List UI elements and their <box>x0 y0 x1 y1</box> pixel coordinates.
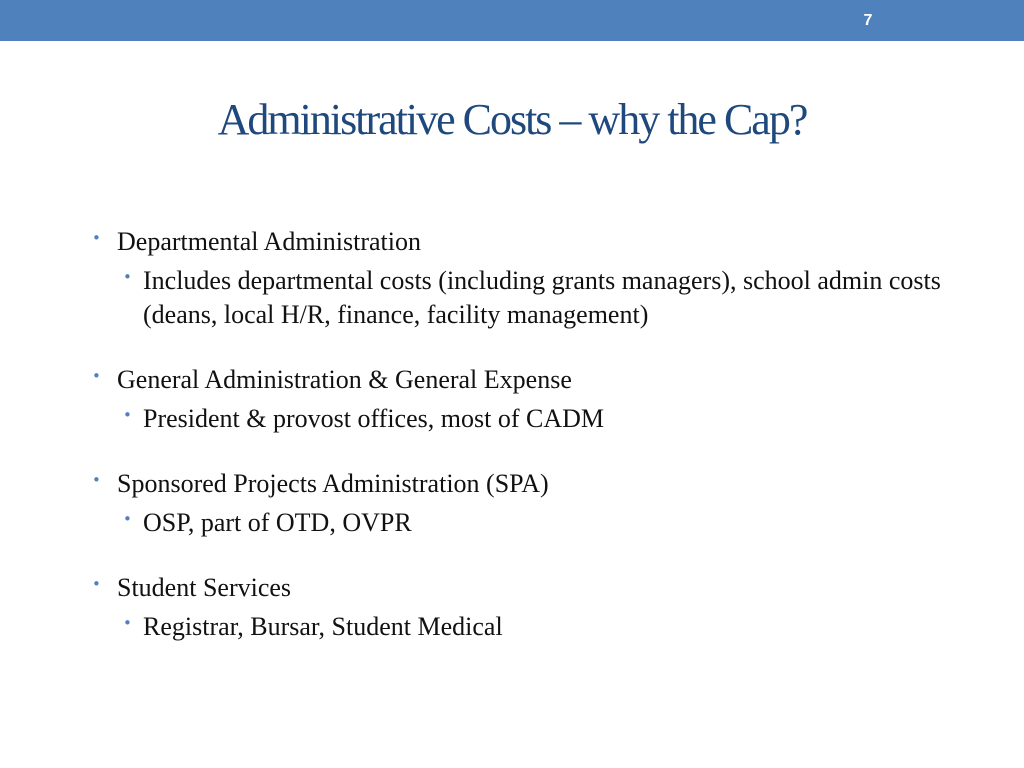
bullet-icon: • <box>92 471 101 489</box>
header-bar <box>0 0 1024 41</box>
slide-title: Administrative Costs – why the Cap? <box>217 95 807 144</box>
bullet-icon: • <box>92 229 101 247</box>
bullet-text: General Administration & General Expense <box>117 365 572 394</box>
bullet-list <box>92 224 972 674</box>
bullet-icon: • <box>92 575 101 593</box>
sub-bullet-icon: • <box>123 268 132 286</box>
bullet-item-departmental-administration <box>92 224 972 332</box>
sub-bullet-icon: • <box>123 510 132 528</box>
sub-bullet-icon: • <box>123 614 132 632</box>
bullet-item-sponsored-projects <box>92 466 972 540</box>
sub-bullet-text: President & provost offices, most of CADM <box>143 404 604 433</box>
bullet-text: Student Services <box>117 573 292 602</box>
sub-bullet-text: Includes departmental costs (including grants managers), school admin costs (deans, local H/R, finance, facility management) <box>143 266 941 329</box>
bullet-icon: • <box>92 367 101 385</box>
sub-bullet-text: Registrar, Bursar, Student Medical <box>143 612 503 641</box>
bullet-text: Sponsored Projects Administration (SPA) <box>117 469 549 498</box>
sub-bullet-icon: • <box>123 406 132 424</box>
sub-bullet-text: OSP, part of OTD, OVPR <box>143 508 412 537</box>
bullet-item-student-services <box>92 570 972 644</box>
slide-number: 7 <box>863 12 873 29</box>
bullet-text: Departmental Administration <box>117 227 421 256</box>
bullet-item-general-administration <box>92 362 972 436</box>
